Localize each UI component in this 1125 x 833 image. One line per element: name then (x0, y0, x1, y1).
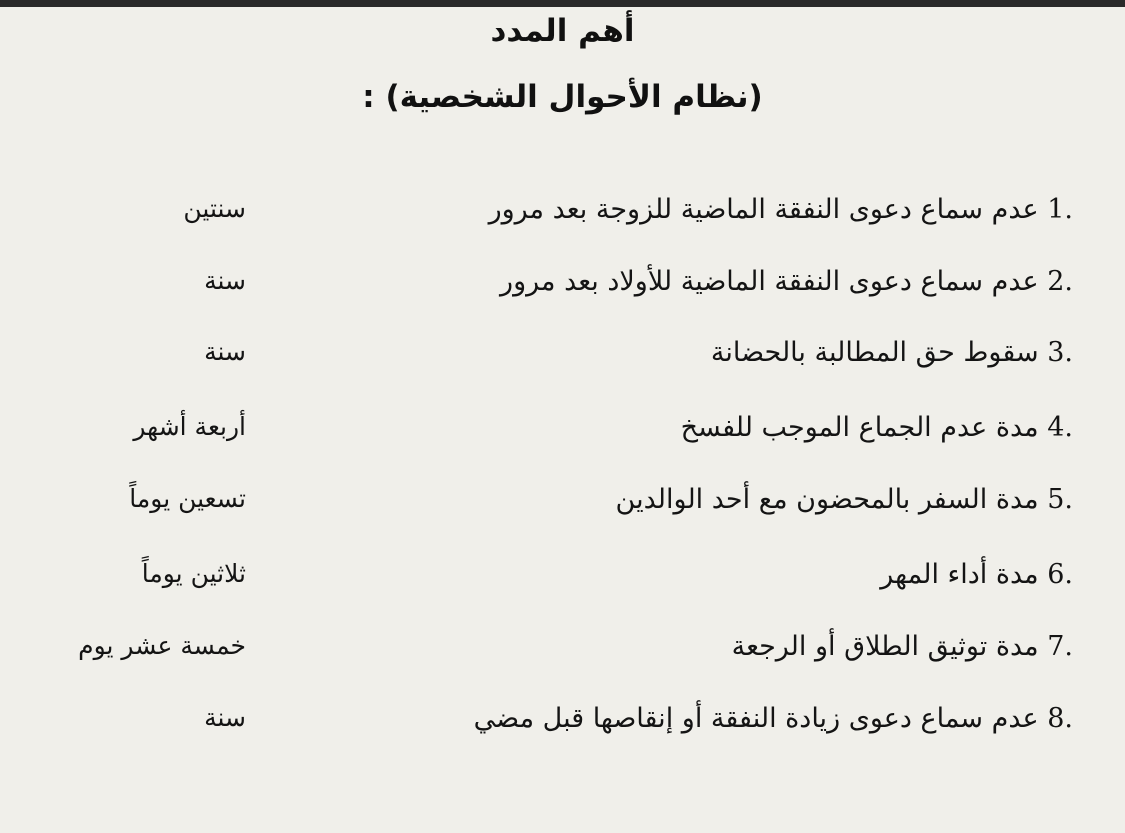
item-number: 2. (1047, 266, 1073, 297)
item-description (500, 265, 1073, 299)
item-text: عدم سماع دعوى النفقة الماضية للأولاد بعد مرور (500, 266, 1039, 297)
item-duration: تسعين يوماً (129, 484, 246, 513)
item-duration: ثلاثين يوماً (141, 559, 246, 588)
item-duration: سنة (204, 266, 246, 295)
item-duration: سنتين (183, 194, 246, 223)
item-number: 7. (1047, 631, 1073, 662)
item-number: 8. (1047, 703, 1073, 734)
item-text: مدة عدم الجماع الموجب للفسخ (680, 412, 1039, 443)
list-item (0, 193, 1125, 253)
item-text: مدة أداء المهر (880, 559, 1039, 590)
item-description (474, 702, 1073, 736)
item-description (616, 483, 1073, 517)
item-text: عدم سماع دعوى النفقة الماضية للزوجة بعد مرور (488, 194, 1039, 225)
item-number: 6. (1047, 559, 1073, 590)
item-description (489, 193, 1073, 227)
item-number: 4. (1047, 412, 1073, 443)
list-item (0, 411, 1125, 471)
page-subtitle: (نظام الأحوال الشخصية) : (362, 79, 763, 115)
item-duration: أربعة أشهر (133, 412, 246, 441)
item-duration: سنة (204, 337, 246, 366)
item-text: مدة توثيق الطلاق أو الرجعة (731, 631, 1039, 662)
item-text: عدم سماع دعوى زيادة النفقة أو إنقاصها قبل مضي (473, 703, 1039, 734)
item-duration: خمسة عشر يوم (78, 631, 246, 660)
list-item (0, 702, 1125, 762)
list-item (0, 265, 1125, 325)
item-number: 3. (1047, 337, 1073, 368)
page-title: أهم المدد (490, 13, 635, 49)
item-text: مدة السفر بالمحضون مع أحد الوالدين (615, 484, 1039, 515)
item-description (711, 336, 1073, 370)
list-item (0, 630, 1125, 690)
list-item (0, 558, 1125, 618)
item-description (681, 411, 1073, 445)
item-description (880, 558, 1073, 592)
item-number: 5. (1047, 484, 1073, 515)
item-duration: سنة (204, 703, 246, 732)
item-text: سقوط حق المطالبة بالحضانة (710, 337, 1039, 368)
item-number: 1. (1047, 194, 1073, 225)
list-item (0, 483, 1125, 543)
item-description (732, 630, 1073, 664)
list-item (0, 336, 1125, 396)
